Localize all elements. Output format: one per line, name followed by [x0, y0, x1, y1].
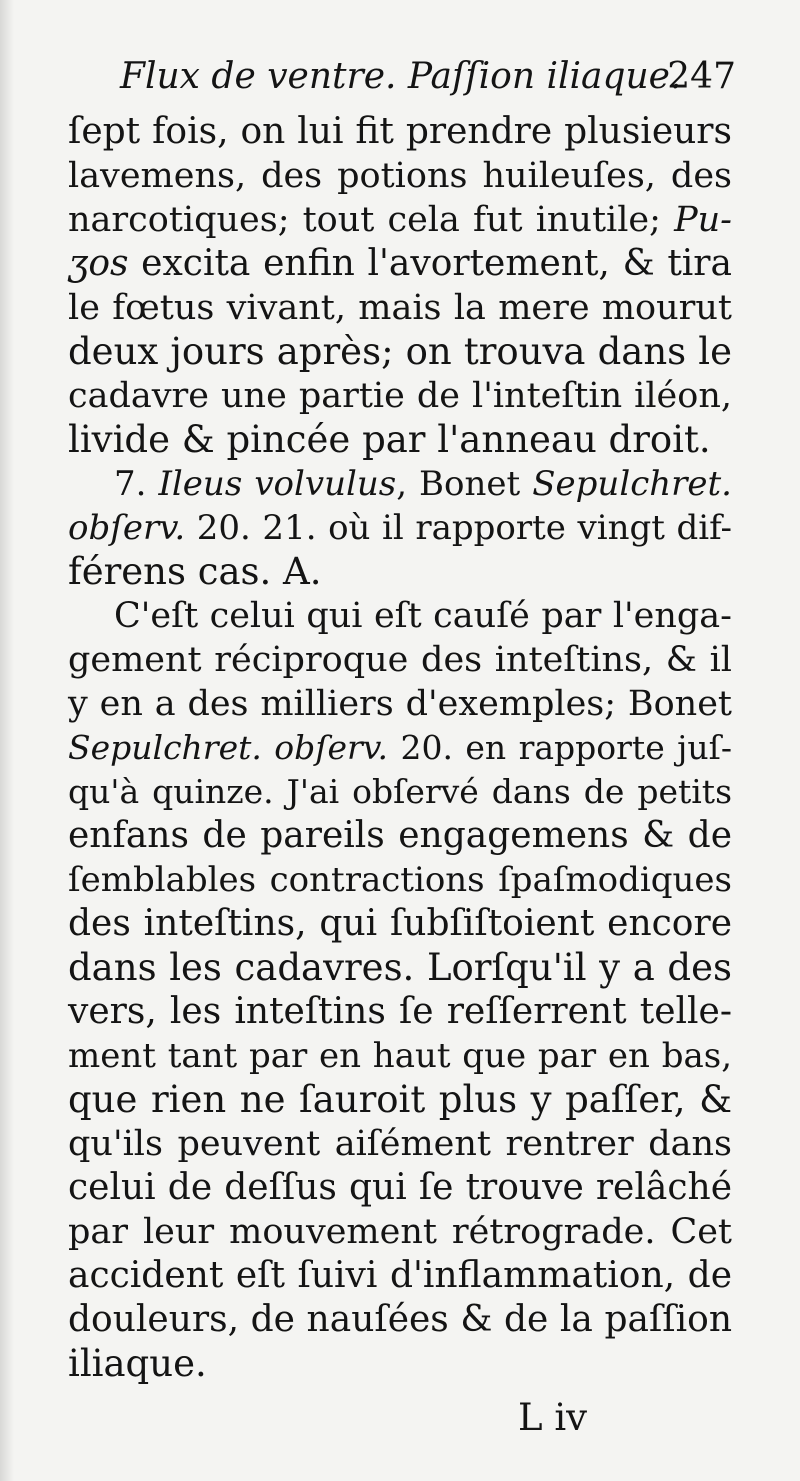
- page-number: 247: [667, 56, 736, 97]
- text-line: [68, 594, 732, 638]
- text-line: [68, 946, 732, 990]
- running-head: Flux de ventre. Paſſion iliaque.: [120, 56, 682, 97]
- text-segment: gement réciproque des inteſtins, & il: [68, 640, 732, 680]
- text-line: [68, 682, 732, 726]
- text-line: [68, 286, 732, 330]
- italic-segment: Sepulchret.: [532, 464, 732, 504]
- text-line: [68, 902, 732, 946]
- text-line: [68, 506, 732, 550]
- page-edge-shadow: [0, 0, 14, 1481]
- text-segment: iliaque.: [68, 1342, 207, 1385]
- signature-mark: L iv: [518, 1396, 588, 1439]
- text-line: [68, 1254, 732, 1298]
- text-segment: ſemblables contractions ſpaſmodiques: [68, 860, 732, 900]
- text-segment: 20. en rapporte juſ-: [400, 728, 733, 767]
- text-line: [68, 1078, 732, 1122]
- text-segment: 20. 21. où il rapporte vingt dif-: [196, 508, 732, 548]
- text-line: [68, 1210, 732, 1254]
- text-line: [68, 374, 732, 418]
- text-segment: y en a des milliers d'exemples; Bonet: [68, 684, 732, 724]
- text-line: [68, 1122, 732, 1166]
- text-segment: livide & pincée par l'anneau droit.: [68, 418, 711, 461]
- text-line: [68, 418, 732, 462]
- text-line: [68, 814, 732, 858]
- text-line: [68, 154, 732, 198]
- italic-segment: Ileus volvulus: [158, 464, 397, 504]
- text-line: [68, 858, 732, 902]
- italic-segment: Pu-: [674, 200, 732, 240]
- italic-segment: obſerv.: [68, 508, 186, 548]
- text-segment: lavemens, des potions huileuſes, des: [68, 156, 732, 196]
- text-line: [68, 990, 732, 1034]
- text-line: [68, 770, 732, 814]
- item-number: 7.: [114, 464, 147, 504]
- text-segment: , Bonet: [396, 464, 521, 504]
- text-line: [68, 1298, 732, 1342]
- text-segment: des inteſtins, qui ſubſiſtoient encore: [68, 903, 732, 944]
- text-segment: excita enfin l'avortement, & tira: [141, 243, 732, 284]
- text-segment: douleurs, de nauſées & de la paſſion: [68, 1299, 732, 1340]
- text-segment: deux jours après; on trouva dans le: [68, 330, 732, 373]
- text-segment: dans les cadavres. Lorſqu'il y a des: [68, 946, 732, 989]
- text-line: [68, 242, 732, 286]
- text-segment: qu'à quinze. J'ai obſervé dans de petits: [68, 772, 732, 811]
- text-segment: par leur mouvement rétrograde. Cet: [68, 1212, 732, 1252]
- text-line: [68, 330, 732, 374]
- text-line: [68, 1034, 732, 1078]
- text-line: [68, 550, 732, 594]
- text-line: [68, 638, 732, 682]
- italic-segment: ʒos: [68, 243, 129, 284]
- text-line: [68, 198, 732, 242]
- text-segment: narcotiques; tout cela fut inutile;: [68, 200, 661, 240]
- text-line: [68, 1342, 732, 1386]
- text-line: [68, 462, 732, 506]
- text-segment: cadavre une partie de l'inteſtin iléon,: [68, 376, 732, 416]
- text-line: [68, 110, 732, 154]
- text-line: [68, 726, 732, 770]
- text-segment: vers, les inteſtins ſe reſſerrent telle-: [68, 991, 732, 1032]
- body-text: [68, 110, 732, 1386]
- text-segment: qu'ils peuvent aiſément rentrer dans: [68, 1124, 732, 1164]
- text-line: [68, 1166, 732, 1210]
- text-segment: celui de deſſus qui ſe trouve relâché: [68, 1167, 732, 1208]
- italic-segment: Sepulchret. obſerv.: [68, 728, 389, 767]
- text-segment: férens cas. A.: [68, 550, 322, 593]
- text-segment: accident eſt ſuivi d'inflammation, de: [68, 1255, 732, 1296]
- text-segment: C'eſt celui qui eſt cauſé par l'enga-: [114, 596, 732, 636]
- text-segment: enfans de pareils engagemens & de: [68, 815, 732, 856]
- text-segment: ment tant par en haut que par en bas,: [68, 1036, 732, 1076]
- text-segment: que rien ne ſauroit plus y paſſer, &: [68, 1078, 732, 1121]
- page-header: [120, 52, 736, 102]
- text-segment: ſept fois, on lui fit prendre plusieurs: [68, 111, 732, 152]
- text-segment: le fœtus vivant, mais la mere mourut: [68, 288, 732, 328]
